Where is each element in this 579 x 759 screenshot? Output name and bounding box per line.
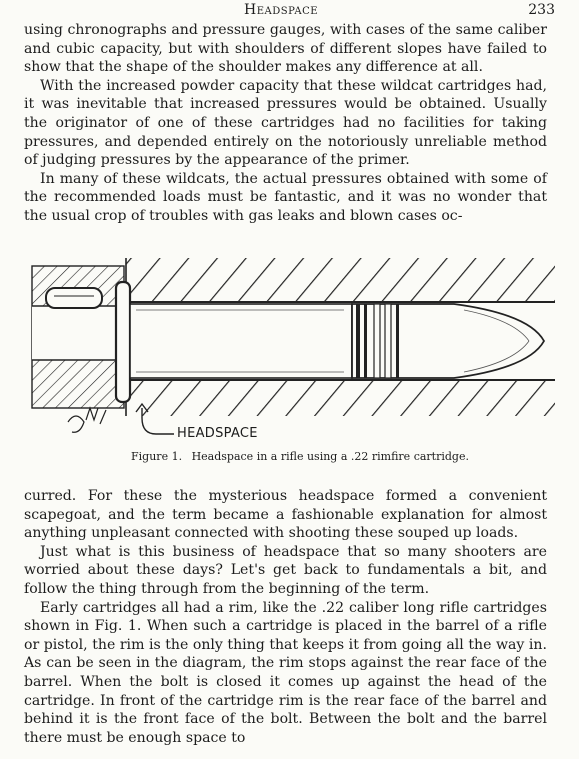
headspace-label: HEADSPACE [177,426,258,441]
paragraph: Just what is this business of headspace that so many shooters are worried about these days? Let's get back to fundamentals a bit, and follow the thing through from the beginning of the term. [24,543,547,597]
caption-number: Figure 1. [131,450,183,463]
paragraph: With the increased powder capacity that these wildcat cartridges had, it was inevitable that increased pressures would be obtained. Usually the originator of one of these cartridges had no facilities for taking pressures, and depended entirely on the notoriously unreliable method of judging pressures by the appearance of the primer. [24,77,547,169]
firing-pin [46,288,102,308]
page-number: 233 [528,2,555,18]
top-text-block [24,21,547,226]
paragraph: In many of these wildcats, the actual pressures obtained with some of the recommended loads must be fantastic, and it was no wonder that the usual crop of troubles with gas leaks and blown cases oc- [24,170,547,224]
caption-text: Headspace in a rifle using a .22 rimfire cartridge. [191,450,469,463]
barrel-wall-bottom [126,380,555,416]
bottom-text-block [24,487,547,747]
paragraph: Early cartridges all had a rim, like the .22 caliber long rifle cartridges shown in Fig. 1. When such a cartridge is placed in the barrel of a rifle or pistol, the rim is the only thing that keeps it from going all the way in. As can be seen in the diagram, the rim stops against the rear face of the barrel. When the bolt is closed it comes up against the head of the cartridge. In front of the cartridge rim is the rear face of the barrel and behind it is the front face of the bolt. Between the bolt and the barrel there must be enough space to [24,599,547,746]
figure-headspace-diagram [24,248,555,478]
paragraph: using chronographs and pressure gauges, with cases of the same caliber and cubic capacity, but with shoulders of different slopes have failed to show that the shape of the shoulder makes any difference at all. [24,22,547,76]
artist-signature-drawing [68,408,106,432]
bullet [352,304,544,378]
barrel-wall-top [126,258,555,302]
figure-caption [24,450,576,463]
rifle-cross-section-illustration [24,248,555,448]
paragraph: curred. For these the mysterious headspace formed a convenient scapegoat, and the term became a fashionable explanation for almost anything unpleasant connected with shooting these souped up loads. [24,488,547,542]
running-head: Headspace [244,2,319,18]
